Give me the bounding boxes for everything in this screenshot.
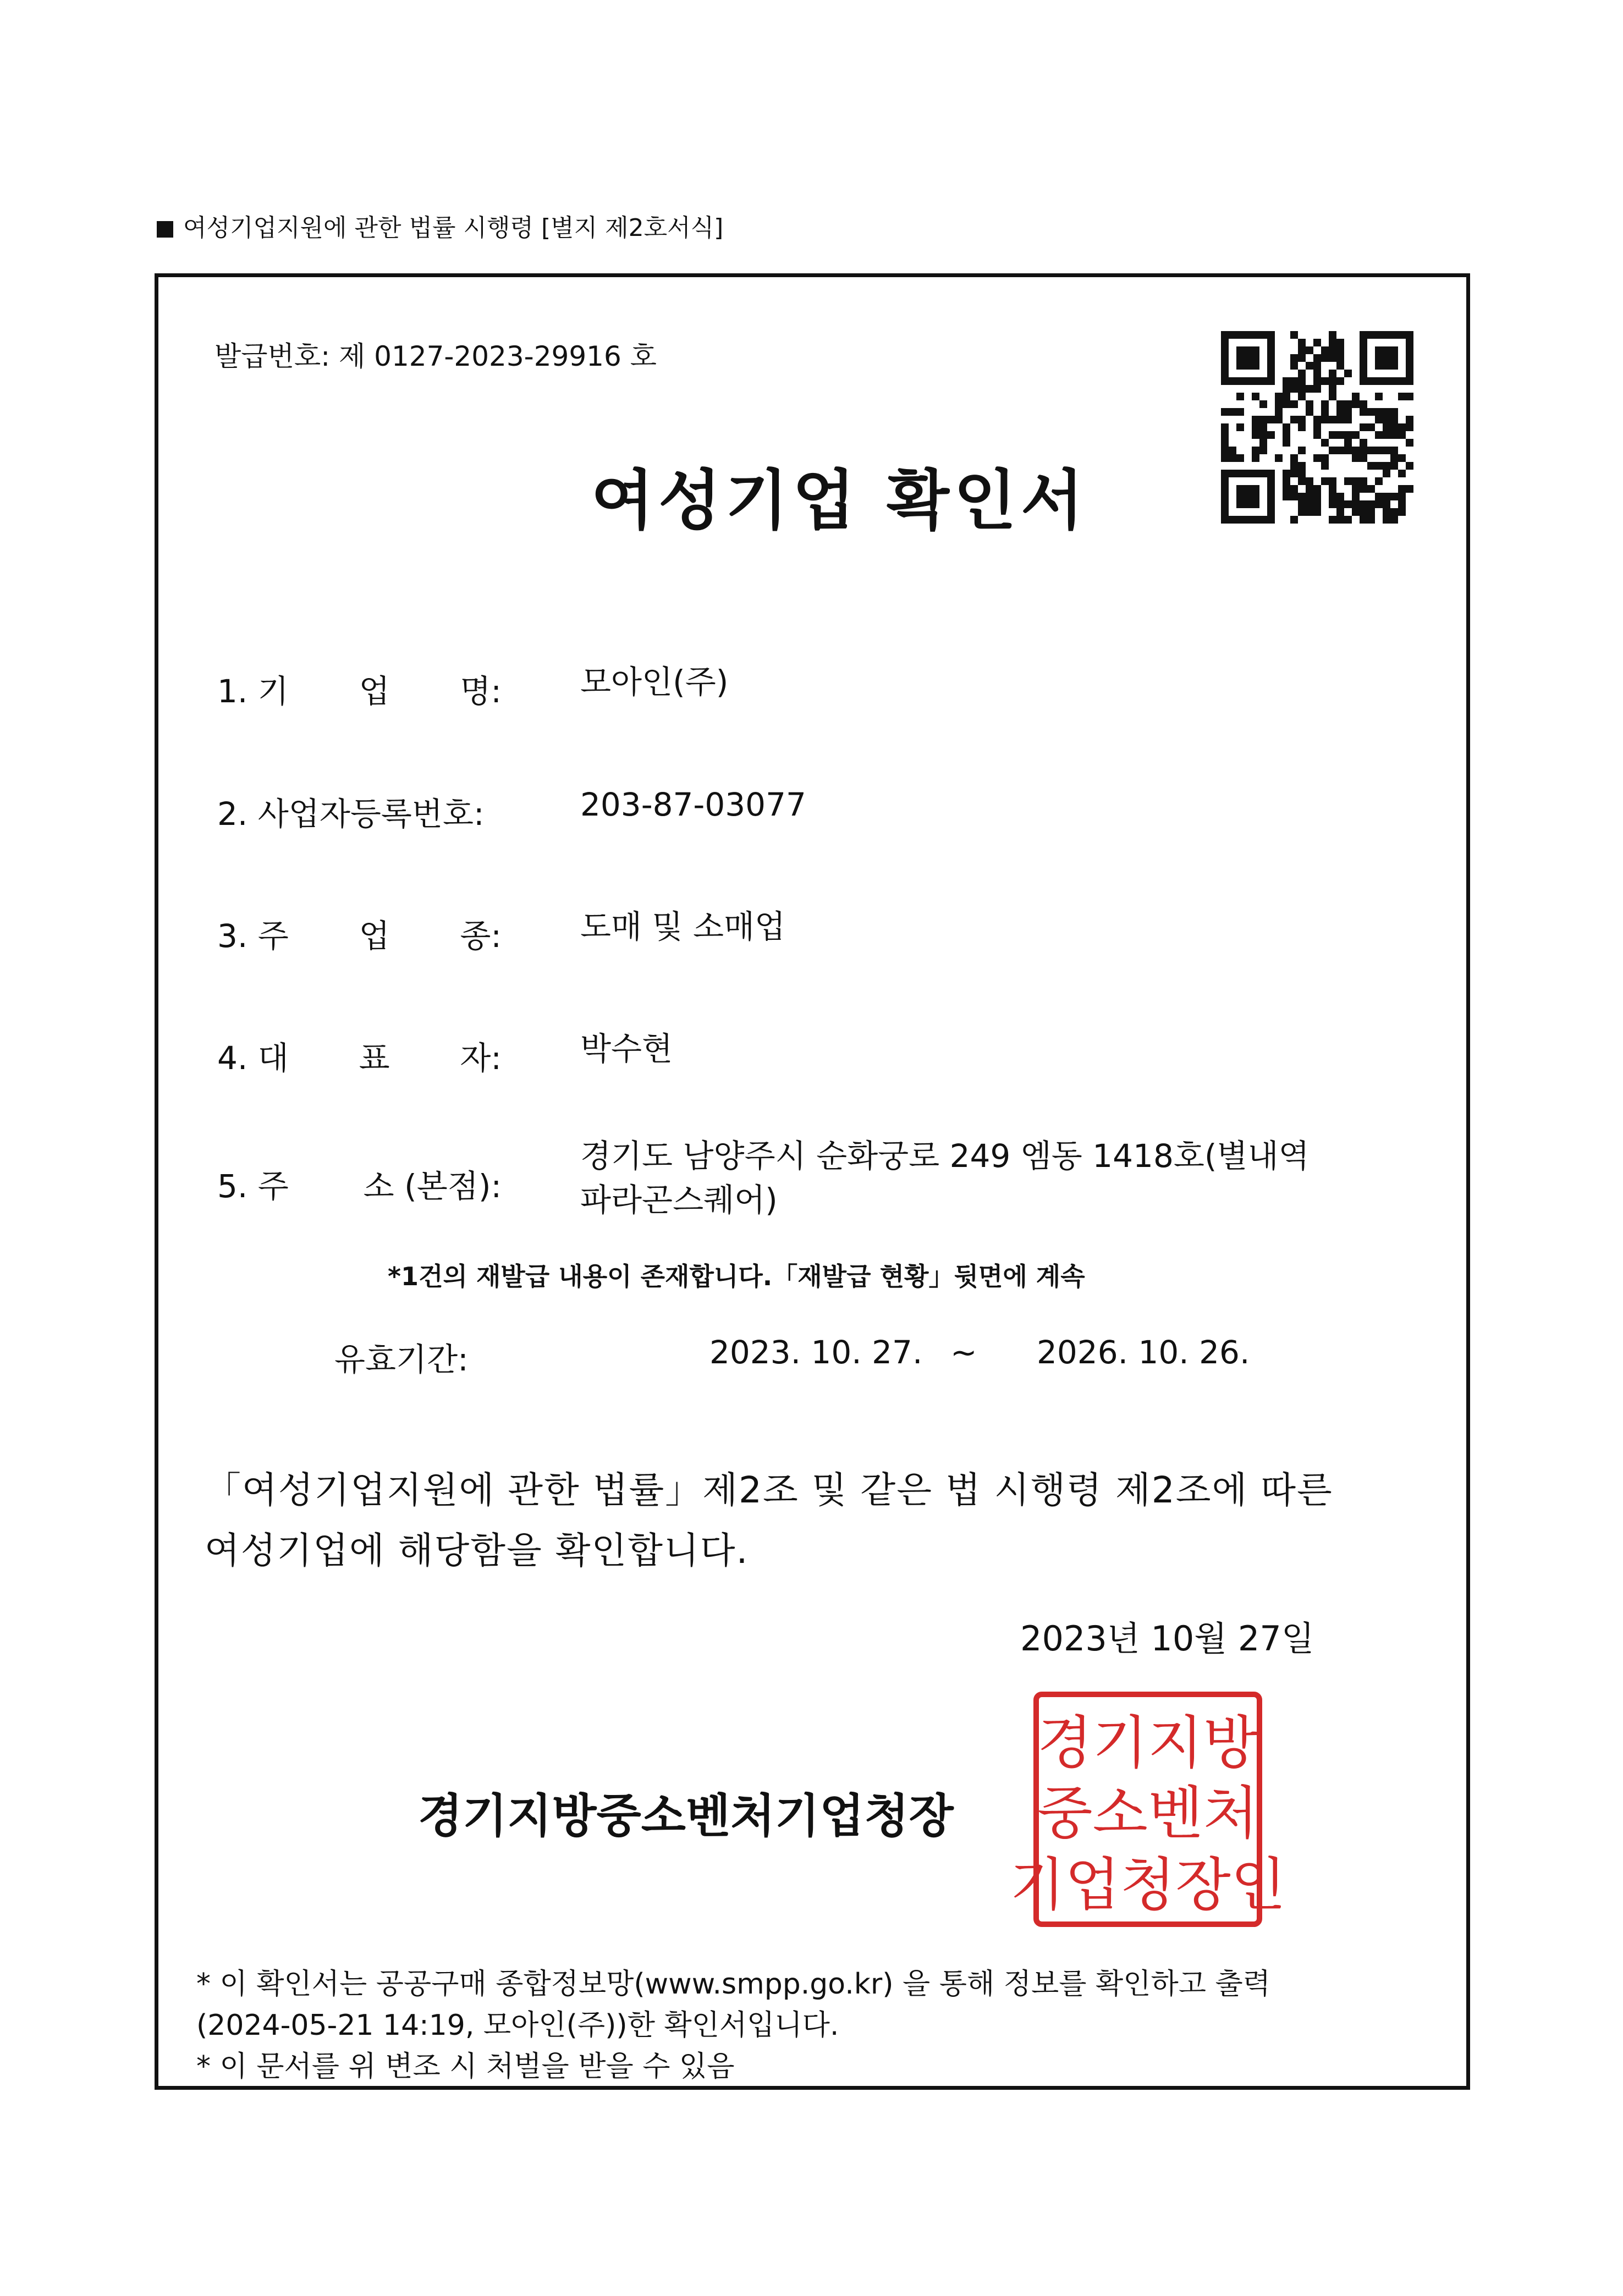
- validity-to: 2026. 10. 26.: [1037, 1334, 1250, 1371]
- address-line-1: 경기도 남양주시 순화궁로 249 엠동 1418호(별내역: [580, 1137, 1310, 1175]
- field-value-company-name: 모아인(주): [580, 663, 729, 701]
- field-label-representative: 4. 대 표 자:: [217, 1039, 502, 1077]
- seal-line-3: 기업청장인: [1009, 1851, 1286, 1918]
- seal-line-1: 경기지방: [1037, 1709, 1258, 1776]
- document-title: 여성기업 확인서: [591, 462, 1088, 538]
- square-bullet-icon: [157, 221, 173, 238]
- issue-date: 2023년 10월 27일: [1020, 1618, 1314, 1659]
- confirmation-line-1: 「여성기업지원에 관한 법률」제2조 및 같은 법 시행령 제2조에 따른: [205, 1469, 1333, 1511]
- field-value-business-number: 203-87-03077: [580, 786, 806, 823]
- field-value-address: [580, 1134, 1310, 1222]
- field-value-main-industry: 도매 및 소매업: [580, 908, 786, 945]
- field-label-company-name: 1. 기 업 명:: [217, 673, 502, 710]
- field-value-representative: 박수현: [580, 1030, 673, 1067]
- footnote-1: * 이 확인서는 공공구매 종합정보망(www.smpp.go.kr) 을 통해 정보를 확인하고 출력: [196, 1968, 1270, 2001]
- form-reference-text: 여성기업지원에 관한 법률 시행령 [별지 제2호서식]: [183, 214, 724, 242]
- validity-separator: ~: [950, 1334, 977, 1371]
- field-label-business-number: 2. 사업자등록번호:: [217, 795, 485, 833]
- confirmation-line-2: 여성기업에 해당함을 확인합니다.: [205, 1529, 749, 1572]
- official-seal-icon: [1009, 1691, 1286, 1928]
- reissue-note: *1건의 재발급 내용이 존재합니다.「재발급 현황」뒷면에 계속: [388, 1262, 1085, 1291]
- field-label-address: 5. 주 소 (본점):: [217, 1168, 502, 1205]
- validity-label: 유효기간:: [334, 1341, 469, 1378]
- confirmation-text: [205, 1460, 1333, 1581]
- field-label-main-industry: 3. 주 업 종:: [217, 917, 502, 955]
- issue-number: 발급번호: 제 0127-2023-29916 호: [214, 340, 657, 372]
- footnote-2: (2024-05-21 14:19, 모아인(주))한 확인서입니다.: [196, 2009, 839, 2042]
- address-line-2: 파라곤스퀘어): [580, 1181, 778, 1219]
- seal-line-2: 중소벤처: [1037, 1780, 1258, 1847]
- footnote-3: * 이 문서를 위 변조 시 처벌을 받을 수 있음: [196, 2050, 735, 2083]
- qr-code-icon: [1221, 331, 1413, 524]
- form-reference: [157, 208, 723, 243]
- issuer-name: 경기지방중소벤처기업청장: [418, 1789, 954, 1843]
- validity-from: 2023. 10. 27.: [709, 1334, 923, 1371]
